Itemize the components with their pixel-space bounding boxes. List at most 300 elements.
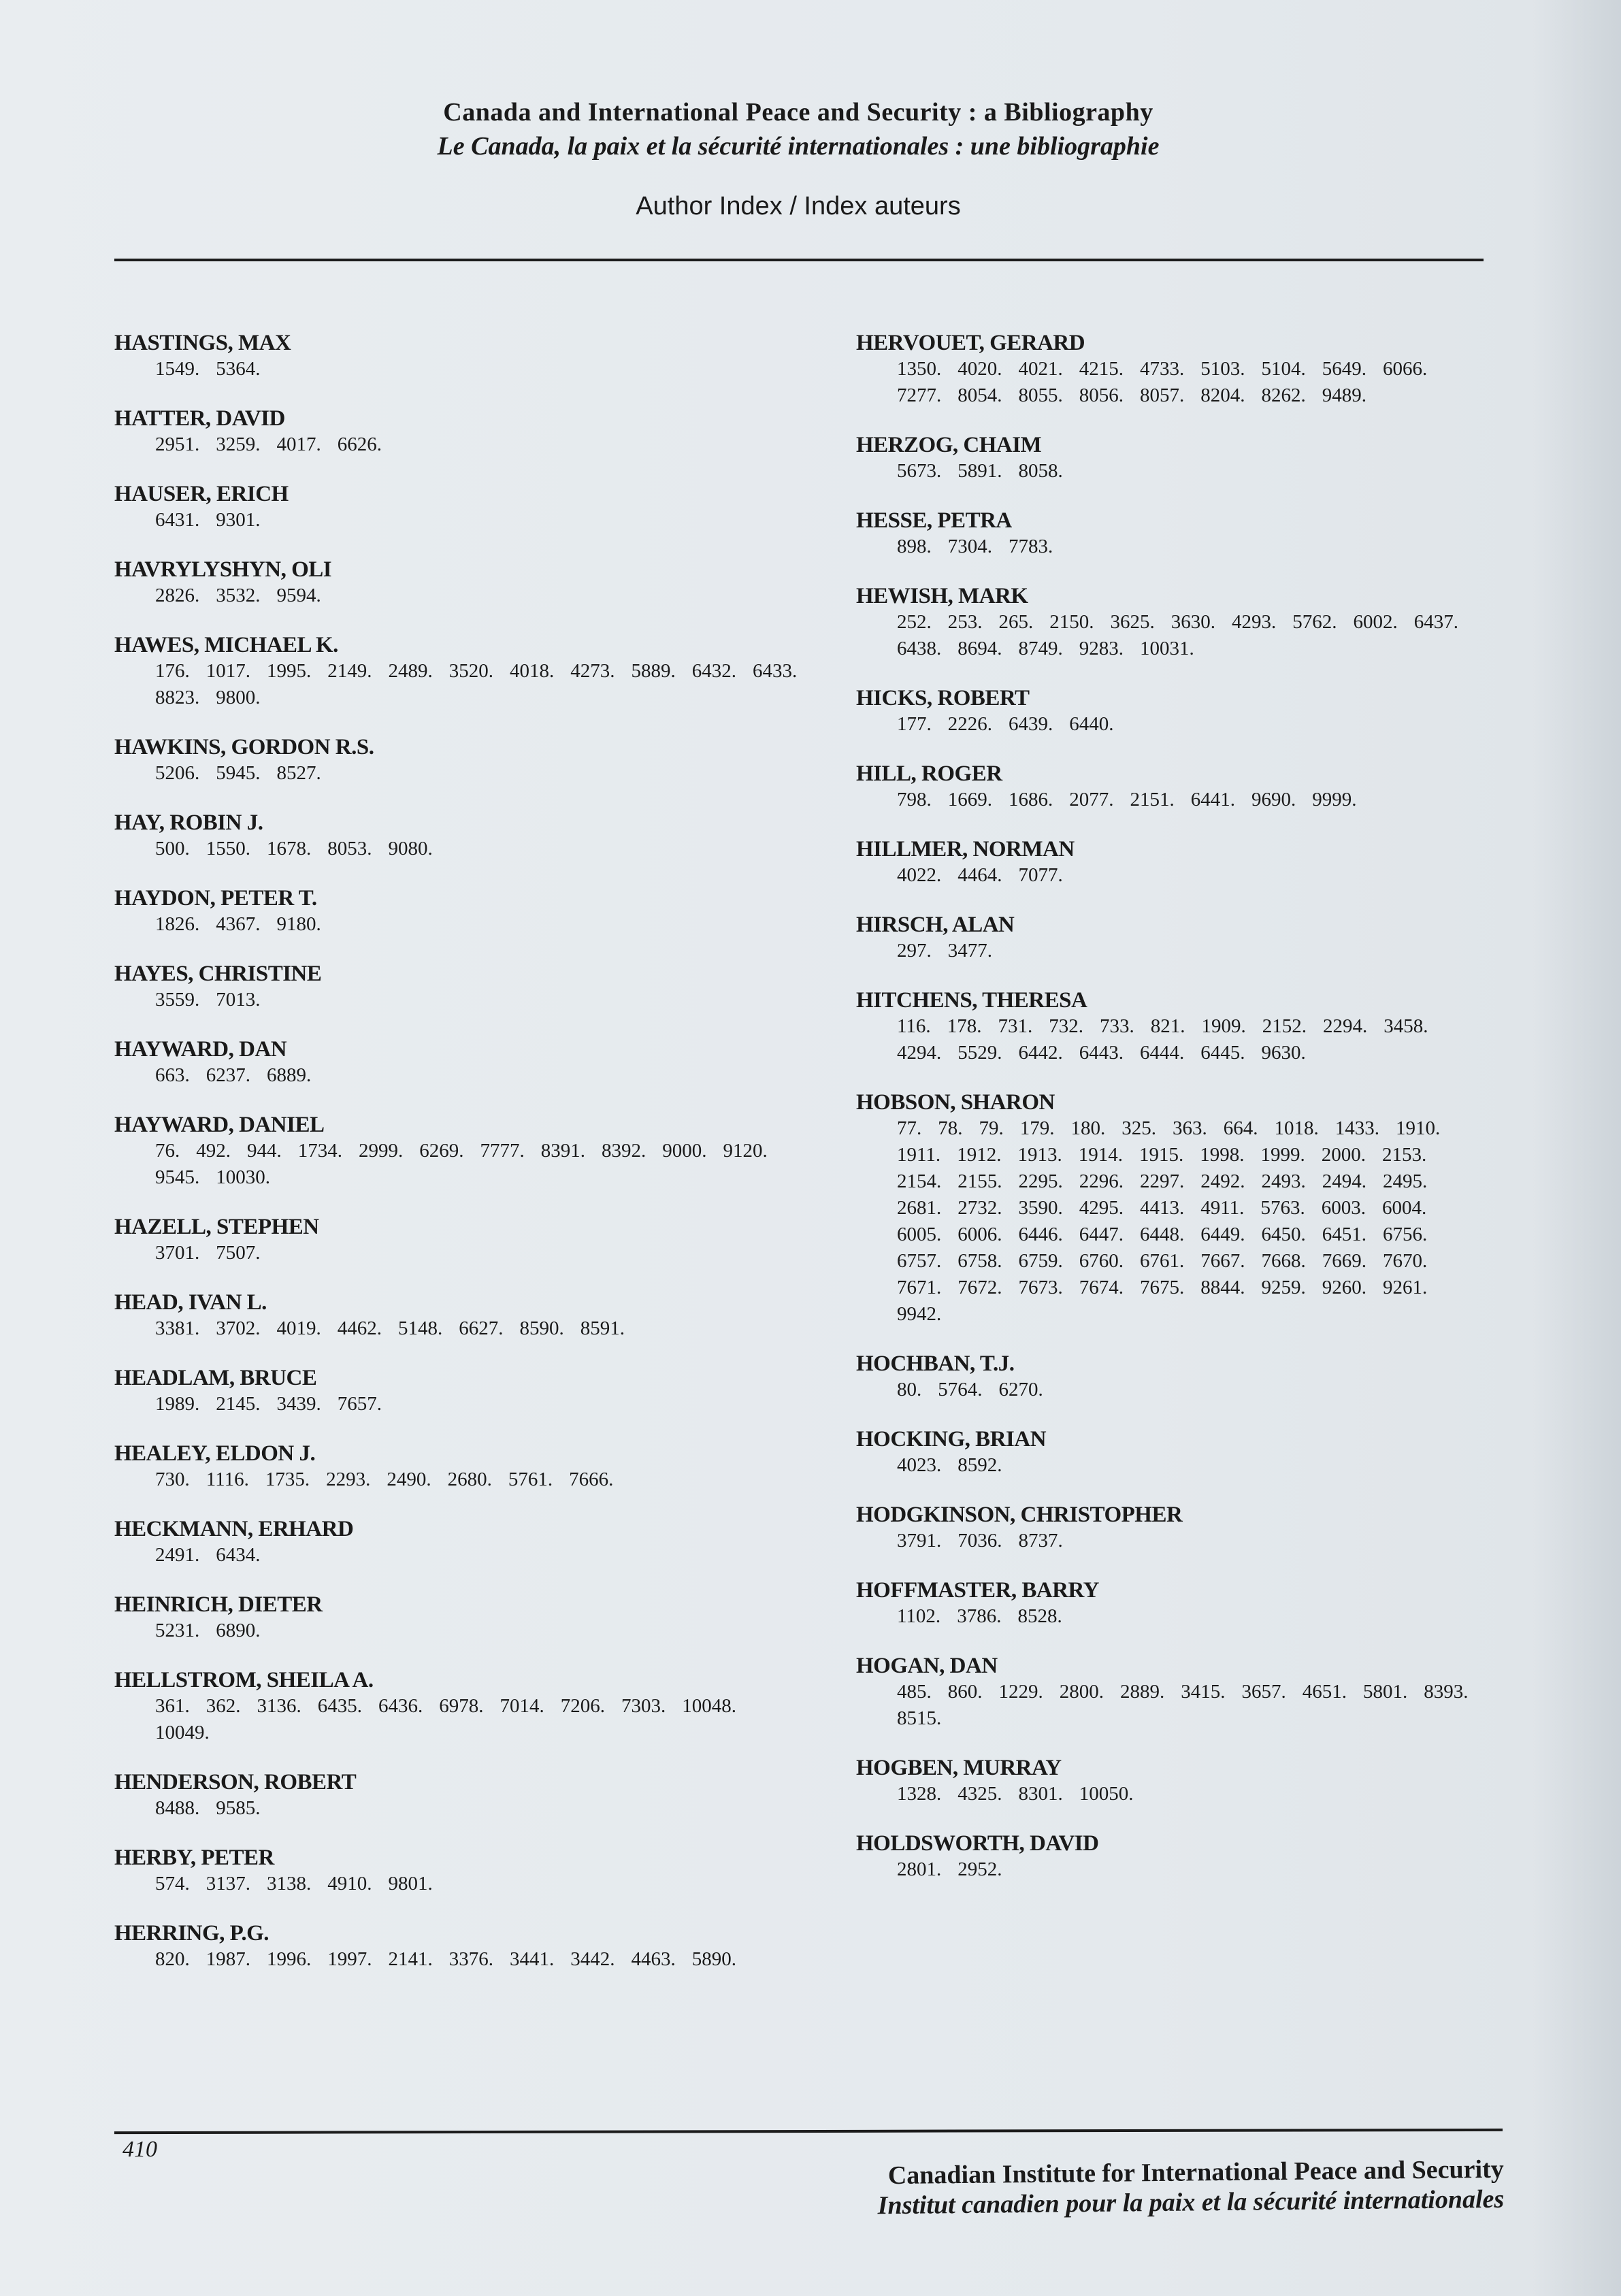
author-name: HESSE, PETRA <box>856 508 1012 533</box>
reference-number: 1989. <box>155 1393 200 1415</box>
reference-number: 7657. <box>337 1393 382 1415</box>
reference-number: 6890. <box>216 1620 261 1641</box>
reference-number: 8528. <box>1017 1605 1062 1627</box>
reference-number: 265. <box>998 611 1034 633</box>
reference-number: 3532. <box>216 585 261 606</box>
page-footer <box>681 2154 1505 2223</box>
reference-number: 8590. <box>519 1317 564 1339</box>
reference-number: 663. <box>155 1064 190 1086</box>
reference-number: 7036. <box>957 1530 1002 1552</box>
reference-number: 5529. <box>957 1042 1002 1064</box>
reference-number: 6002. <box>1353 611 1398 633</box>
reference-number: 2296. <box>1079 1170 1124 1192</box>
reference-number: 4215. <box>1079 358 1124 380</box>
reference-number: 4295. <box>1079 1197 1124 1219</box>
reference-number: 4293. <box>1232 611 1277 633</box>
reference-number: 4023. <box>897 1454 942 1476</box>
header-rule <box>114 259 1484 261</box>
reference-number: 10031. <box>1140 638 1194 659</box>
reference-number: 6443. <box>1079 1042 1124 1064</box>
author-entry <box>114 1036 822 1089</box>
reference-number: 325. <box>1121 1117 1156 1139</box>
page-number: 410 <box>122 2137 157 2162</box>
reference-number: 2951. <box>155 433 200 455</box>
reference-number: 10049. <box>155 1722 210 1743</box>
author-entry <box>856 432 1496 485</box>
author-name: HODGKINSON, CHRISTOPHER <box>856 1503 1183 1527</box>
reference-list <box>856 458 1496 485</box>
author-name: HITCHENS, THERESA <box>856 988 1087 1013</box>
author-entry <box>114 1516 822 1569</box>
reference-list <box>114 1618 822 1644</box>
reference-list <box>856 1452 1496 1479</box>
author-entry <box>114 1920 822 1973</box>
reference-number: 6442. <box>1018 1042 1063 1064</box>
reference-number: 6066. <box>1383 358 1428 380</box>
reference-number: 78. <box>938 1117 963 1139</box>
author-name: HOCKING, BRIAN <box>856 1427 1047 1452</box>
reference-number: 6756. <box>1383 1224 1428 1245</box>
reference-number: 5761. <box>508 1469 553 1490</box>
reference-number: 1912. <box>957 1144 1002 1166</box>
reference-number: 3657. <box>1241 1681 1286 1703</box>
reference-number: 3259. <box>216 433 261 455</box>
reference-number: 6433. <box>753 660 798 682</box>
left-index-column <box>114 330 822 1996</box>
reference-number: 8694. <box>957 638 1002 659</box>
reference-number: 944. <box>247 1140 282 1162</box>
reference-number: 1669. <box>947 789 992 810</box>
author-entry <box>114 810 822 862</box>
reference-number: 5649. <box>1322 358 1366 380</box>
reference-list <box>856 1679 1496 1732</box>
author-name: HEALEY, ELDON J. <box>114 1441 316 1466</box>
author-name: HOFFMASTER, BARRY <box>856 1578 1100 1603</box>
reference-number: 116. <box>897 1015 931 1037</box>
author-name: HATTER, DAVID <box>114 406 285 431</box>
author-entry <box>856 1089 1496 1328</box>
reference-number: 2801. <box>897 1858 942 1880</box>
author-name: HILLMER, NORMAN <box>856 837 1075 862</box>
reference-number: 2491. <box>155 1544 200 1566</box>
reference-number: 7077. <box>1018 864 1063 886</box>
reference-number: 8056. <box>1079 384 1124 406</box>
reference-number: 3415. <box>1181 1681 1226 1703</box>
reference-list <box>856 787 1496 813</box>
reference-number: 6447. <box>1079 1224 1124 1245</box>
author-entry <box>114 481 822 534</box>
reference-list <box>856 1781 1496 1807</box>
reference-number: 2680. <box>447 1469 492 1490</box>
reference-number: 2489. <box>388 660 433 682</box>
reference-number: 9180. <box>276 913 321 935</box>
reference-number: 6759. <box>1018 1250 1063 1272</box>
reference-number: 8055. <box>1018 384 1063 406</box>
reference-number: 1433. <box>1335 1117 1379 1139</box>
reference-list <box>114 1795 822 1822</box>
reference-number: 8488. <box>155 1797 200 1819</box>
reference-number: 6889. <box>267 1064 312 1086</box>
reference-number: 500. <box>155 838 190 859</box>
author-name: HERVOUET, GERARD <box>856 331 1085 355</box>
reference-number: 79. <box>979 1117 1004 1139</box>
author-name: HOGAN, DAN <box>856 1654 998 1678</box>
reference-number: 2999. <box>359 1140 404 1162</box>
reference-number: 8391. <box>540 1140 585 1162</box>
reference-number: 2826. <box>155 585 200 606</box>
reference-number: 1826. <box>155 913 200 935</box>
reference-number: 2293. <box>326 1469 371 1490</box>
author-entry <box>114 1290 822 1342</box>
reference-list <box>856 1377 1496 1403</box>
reference-number: 6448. <box>1140 1224 1185 1245</box>
reference-number: 8737. <box>1018 1530 1063 1552</box>
reference-number: 7206. <box>560 1695 605 1717</box>
reference-number: 9259. <box>1261 1277 1306 1298</box>
reference-list <box>114 1466 822 1493</box>
reference-number: 9301. <box>216 509 261 531</box>
reference-number: 1911. <box>897 1144 941 1166</box>
reference-list <box>114 583 822 609</box>
reference-number: 2000. <box>1321 1144 1366 1166</box>
reference-number: 8057. <box>1140 384 1185 406</box>
reference-number: 361. <box>155 1695 190 1717</box>
reference-number: 860. <box>947 1681 983 1703</box>
reference-number: 7674. <box>1079 1277 1124 1298</box>
reference-number: 2297. <box>1140 1170 1185 1192</box>
reference-number: 798. <box>897 789 932 810</box>
author-entry <box>856 1502 1496 1554</box>
reference-number: 2800. <box>1059 1681 1104 1703</box>
reference-number: 9801. <box>388 1873 433 1895</box>
reference-number: 5763. <box>1260 1197 1305 1219</box>
author-entry <box>856 508 1496 560</box>
reference-number: 821. <box>1150 1015 1185 1037</box>
reference-number: 7666. <box>569 1469 614 1490</box>
reference-number: 1997. <box>327 1948 372 1970</box>
reference-number: 80. <box>897 1379 922 1400</box>
reference-number: 10030. <box>216 1166 270 1188</box>
reference-number: 7014. <box>500 1695 544 1717</box>
reference-number: 6436. <box>378 1695 423 1717</box>
reference-number: 1987. <box>206 1948 250 1970</box>
reference-number: 733. <box>1099 1015 1134 1037</box>
reference-number: 6441. <box>1190 789 1235 810</box>
reference-number: 10048. <box>682 1695 736 1717</box>
reference-number: 5104. <box>1261 358 1306 380</box>
author-name: HEINRICH, DIETER <box>114 1592 323 1617</box>
reference-number: 1102. <box>897 1605 941 1627</box>
reference-number: 4464. <box>957 864 1002 886</box>
reference-number: 7013. <box>216 989 261 1011</box>
title-english: Canada and International Peace and Security : a Bibliography <box>443 98 1153 127</box>
reference-number: 8393. <box>1424 1681 1469 1703</box>
reference-list <box>114 911 822 938</box>
author-name: HOBSON, SHARON <box>856 1090 1055 1115</box>
author-name: HOGBEN, MURRAY <box>856 1756 1062 1780</box>
reference-number: 2077. <box>1069 789 1114 810</box>
author-entry <box>114 1592 822 1644</box>
reference-number: 3791. <box>897 1530 942 1552</box>
reference-number: 10050. <box>1079 1783 1134 1805</box>
author-entry <box>856 1351 1496 1403</box>
reference-number: 7507. <box>216 1242 261 1264</box>
reference-number: 9585. <box>216 1797 261 1819</box>
reference-number: 1686. <box>1009 789 1053 810</box>
reference-list <box>114 507 822 534</box>
reference-number: 9283. <box>1079 638 1124 659</box>
reference-number: 3520. <box>448 660 493 682</box>
reference-number: 2492. <box>1200 1170 1245 1192</box>
author-entry <box>856 912 1496 964</box>
reference-list <box>114 987 822 1013</box>
author-entry <box>114 1365 822 1417</box>
reference-number: 1995. <box>267 660 312 682</box>
reference-number: 4021. <box>1018 358 1063 380</box>
reference-list <box>856 609 1496 662</box>
reference-number: 9630. <box>1261 1042 1306 1064</box>
reference-list <box>114 356 822 382</box>
reference-number: 6439. <box>1009 713 1053 735</box>
reference-number: 4463. <box>631 1948 676 1970</box>
author-entry <box>114 632 822 711</box>
reference-number: 2494. <box>1322 1170 1366 1192</box>
reference-list <box>114 1138 822 1191</box>
reference-number: 7777. <box>480 1140 525 1162</box>
reference-number: 1734. <box>297 1140 342 1162</box>
reference-number: 362. <box>206 1695 241 1717</box>
author-entry <box>856 330 1496 409</box>
reference-number: 6003. <box>1321 1197 1366 1219</box>
reference-number: 8592. <box>957 1454 1002 1476</box>
author-entry <box>856 761 1496 813</box>
reference-number: 297. <box>897 940 932 962</box>
reference-number: 3136. <box>257 1695 301 1717</box>
reference-number: 7670. <box>1383 1250 1428 1272</box>
author-entry <box>114 406 822 458</box>
reference-list <box>856 1013 1496 1066</box>
reference-number: 6440. <box>1069 713 1114 735</box>
reference-number: 3442. <box>570 1948 615 1970</box>
reference-number: 2490. <box>387 1469 431 1490</box>
reference-number: 6445. <box>1200 1042 1245 1064</box>
institute-name-english: Canadian Institute for International Peace and Security <box>887 2154 1504 2191</box>
reference-number: 4273. <box>570 660 615 682</box>
reference-list <box>114 1240 822 1266</box>
reference-number: 1017. <box>206 660 250 682</box>
reference-number: 898. <box>897 536 932 557</box>
reference-number: 5364. <box>216 358 261 380</box>
reference-number: 2149. <box>327 660 372 682</box>
author-name: HAYWARD, DAN <box>114 1037 287 1062</box>
reference-list <box>856 938 1496 964</box>
reference-number: 6758. <box>957 1250 1002 1272</box>
reference-number: 4325. <box>957 1783 1002 1805</box>
reference-number: 6978. <box>439 1695 484 1717</box>
reference-number: 8204. <box>1200 384 1245 406</box>
author-entry <box>114 330 822 382</box>
reference-number: 6432. <box>691 660 736 682</box>
reference-number: 732. <box>1049 1015 1083 1037</box>
reference-number: 8823. <box>155 687 200 708</box>
reference-list <box>114 1946 822 1973</box>
reference-number: 3625. <box>1110 611 1155 633</box>
reference-number: 8591. <box>580 1317 625 1339</box>
reference-list <box>114 658 822 711</box>
reference-number: 7668. <box>1261 1250 1306 1272</box>
reference-number: 6438. <box>897 638 942 659</box>
reference-number: 1678. <box>267 838 312 859</box>
author-entry <box>856 987 1496 1066</box>
reference-number: 6435. <box>317 1695 362 1717</box>
reference-number: 1328. <box>897 1783 942 1805</box>
reference-number: 8054. <box>957 384 1002 406</box>
reference-number: 4022. <box>897 864 942 886</box>
reference-number: 9080. <box>388 838 433 859</box>
author-name: HOLDSWORTH, DAVID <box>856 1831 1099 1856</box>
reference-number: 7675. <box>1140 1277 1185 1298</box>
reference-number: 176. <box>155 660 190 682</box>
index-subtitle: Author Index / Index auteurs <box>636 192 961 220</box>
reference-number: 4911. <box>1200 1197 1245 1219</box>
reference-number: 1116. <box>206 1469 249 1490</box>
author-entry <box>856 836 1496 889</box>
reference-list <box>856 711 1496 738</box>
reference-list <box>856 1528 1496 1554</box>
reference-number: 3381. <box>155 1317 200 1339</box>
reference-number: 3559. <box>155 989 200 1011</box>
reference-number: 8262. <box>1261 384 1306 406</box>
reference-number: 3458. <box>1383 1015 1428 1037</box>
reference-list <box>114 431 822 458</box>
reference-number: 8527. <box>276 762 321 784</box>
author-name: HEWISH, MARK <box>856 584 1028 608</box>
reference-number: 180. <box>1070 1117 1106 1139</box>
reference-number: 7669. <box>1322 1250 1366 1272</box>
reference-number: 6270. <box>998 1379 1043 1400</box>
author-entry <box>114 1441 822 1493</box>
author-name: HASTINGS, MAX <box>114 331 291 355</box>
author-name: HAWES, MICHAEL K. <box>114 633 338 657</box>
reference-number: 8058. <box>1018 460 1063 482</box>
reference-number: 3786. <box>957 1605 1002 1627</box>
reference-number: 9260. <box>1322 1277 1366 1298</box>
reference-number: 5891. <box>957 460 1002 482</box>
reference-number: 2226. <box>947 713 992 735</box>
reference-number: 8392. <box>602 1140 646 1162</box>
reference-list <box>114 1542 822 1569</box>
author-entry <box>856 1577 1496 1630</box>
reference-number: 178. <box>947 1015 982 1037</box>
reference-number: 3630. <box>1170 611 1215 633</box>
reference-number: 9120. <box>723 1140 768 1162</box>
reference-number: 731. <box>998 1015 1033 1037</box>
author-entry <box>856 1653 1496 1732</box>
author-name: HERRING, P.G. <box>114 1921 269 1946</box>
reference-number: 5673. <box>897 460 942 482</box>
author-entry <box>856 583 1496 662</box>
reference-number: 3376. <box>448 1948 493 1970</box>
reference-number: 3441. <box>510 1948 555 1970</box>
reference-number: 6760. <box>1079 1250 1124 1272</box>
institute-name-french: Institut canadien pour la paix et la sécurité internationales <box>877 2184 1505 2220</box>
reference-number: 2150. <box>1049 611 1094 633</box>
author-name: HECKMANN, ERHARD <box>114 1517 354 1541</box>
reference-number: 9545. <box>155 1166 200 1188</box>
reference-number: 5764. <box>938 1379 983 1400</box>
author-name: HAZELL, STEPHEN <box>114 1215 319 1239</box>
reference-list <box>856 1115 1496 1328</box>
author-entry <box>856 1831 1496 1883</box>
reference-number: 2151. <box>1130 789 1175 810</box>
reference-number: 2493. <box>1261 1170 1306 1192</box>
reference-number: 2294. <box>1322 1015 1368 1037</box>
reference-number: 2154. <box>897 1170 942 1192</box>
reference-number: 5148. <box>398 1317 443 1339</box>
reference-number: 2952. <box>957 1858 1002 1880</box>
reference-number: 3477. <box>947 940 992 962</box>
reference-number: 7303. <box>621 1695 666 1717</box>
reference-number: 9942. <box>897 1303 942 1325</box>
reference-number: 4651. <box>1302 1681 1347 1703</box>
author-name: HERBY, PETER <box>114 1846 274 1870</box>
reference-number: 7783. <box>1009 536 1053 557</box>
reference-number: 7304. <box>947 536 992 557</box>
author-entry <box>114 557 822 609</box>
reference-number: 1550. <box>206 838 250 859</box>
author-name: HAYES, CHRISTINE <box>114 962 322 986</box>
reference-number: 3439. <box>276 1393 321 1415</box>
reference-number: 6451. <box>1322 1224 1366 1245</box>
reference-number: 76. <box>155 1140 180 1162</box>
reference-list <box>856 862 1496 889</box>
reference-number: 8749. <box>1018 638 1063 659</box>
reference-list <box>114 1391 822 1417</box>
reference-list <box>114 1693 822 1746</box>
reference-number: 1018. <box>1274 1117 1319 1139</box>
footer-rule <box>114 2129 1503 2134</box>
reference-number: 1913. <box>1017 1144 1062 1166</box>
reference-number: 1909. <box>1201 1015 1246 1037</box>
reference-number: 9690. <box>1251 789 1296 810</box>
author-entry <box>114 885 822 938</box>
reference-number: 4462. <box>337 1317 382 1339</box>
reference-number: 6237. <box>206 1064 250 1086</box>
reference-number: 664. <box>1223 1117 1258 1139</box>
reference-number: 7672. <box>957 1277 1002 1298</box>
reference-number: 5945. <box>216 762 261 784</box>
reference-number: 4017. <box>276 433 321 455</box>
reference-list <box>114 836 822 862</box>
author-name: HAY, ROBIN J. <box>114 810 263 835</box>
reference-number: 2145. <box>216 1393 261 1415</box>
reference-number: 1910. <box>1396 1117 1441 1139</box>
author-name: HOCHBAN, T.J. <box>856 1351 1015 1376</box>
reference-number: 6434. <box>216 1544 261 1566</box>
reference-number: 2495. <box>1383 1170 1428 1192</box>
reference-number: 5801. <box>1363 1681 1408 1703</box>
author-entry <box>114 961 822 1013</box>
reference-number: 4367. <box>216 913 261 935</box>
right-index-column <box>856 330 1496 1906</box>
reference-number: 5103. <box>1200 358 1245 380</box>
author-name: HAWKINS, GORDON R.S. <box>114 735 374 759</box>
author-name: HAUSER, ERICH <box>114 482 289 506</box>
author-entry <box>114 1845 822 1897</box>
reference-number: 6446. <box>1018 1224 1063 1245</box>
reference-list <box>114 760 822 787</box>
reference-number: 363. <box>1173 1117 1207 1139</box>
